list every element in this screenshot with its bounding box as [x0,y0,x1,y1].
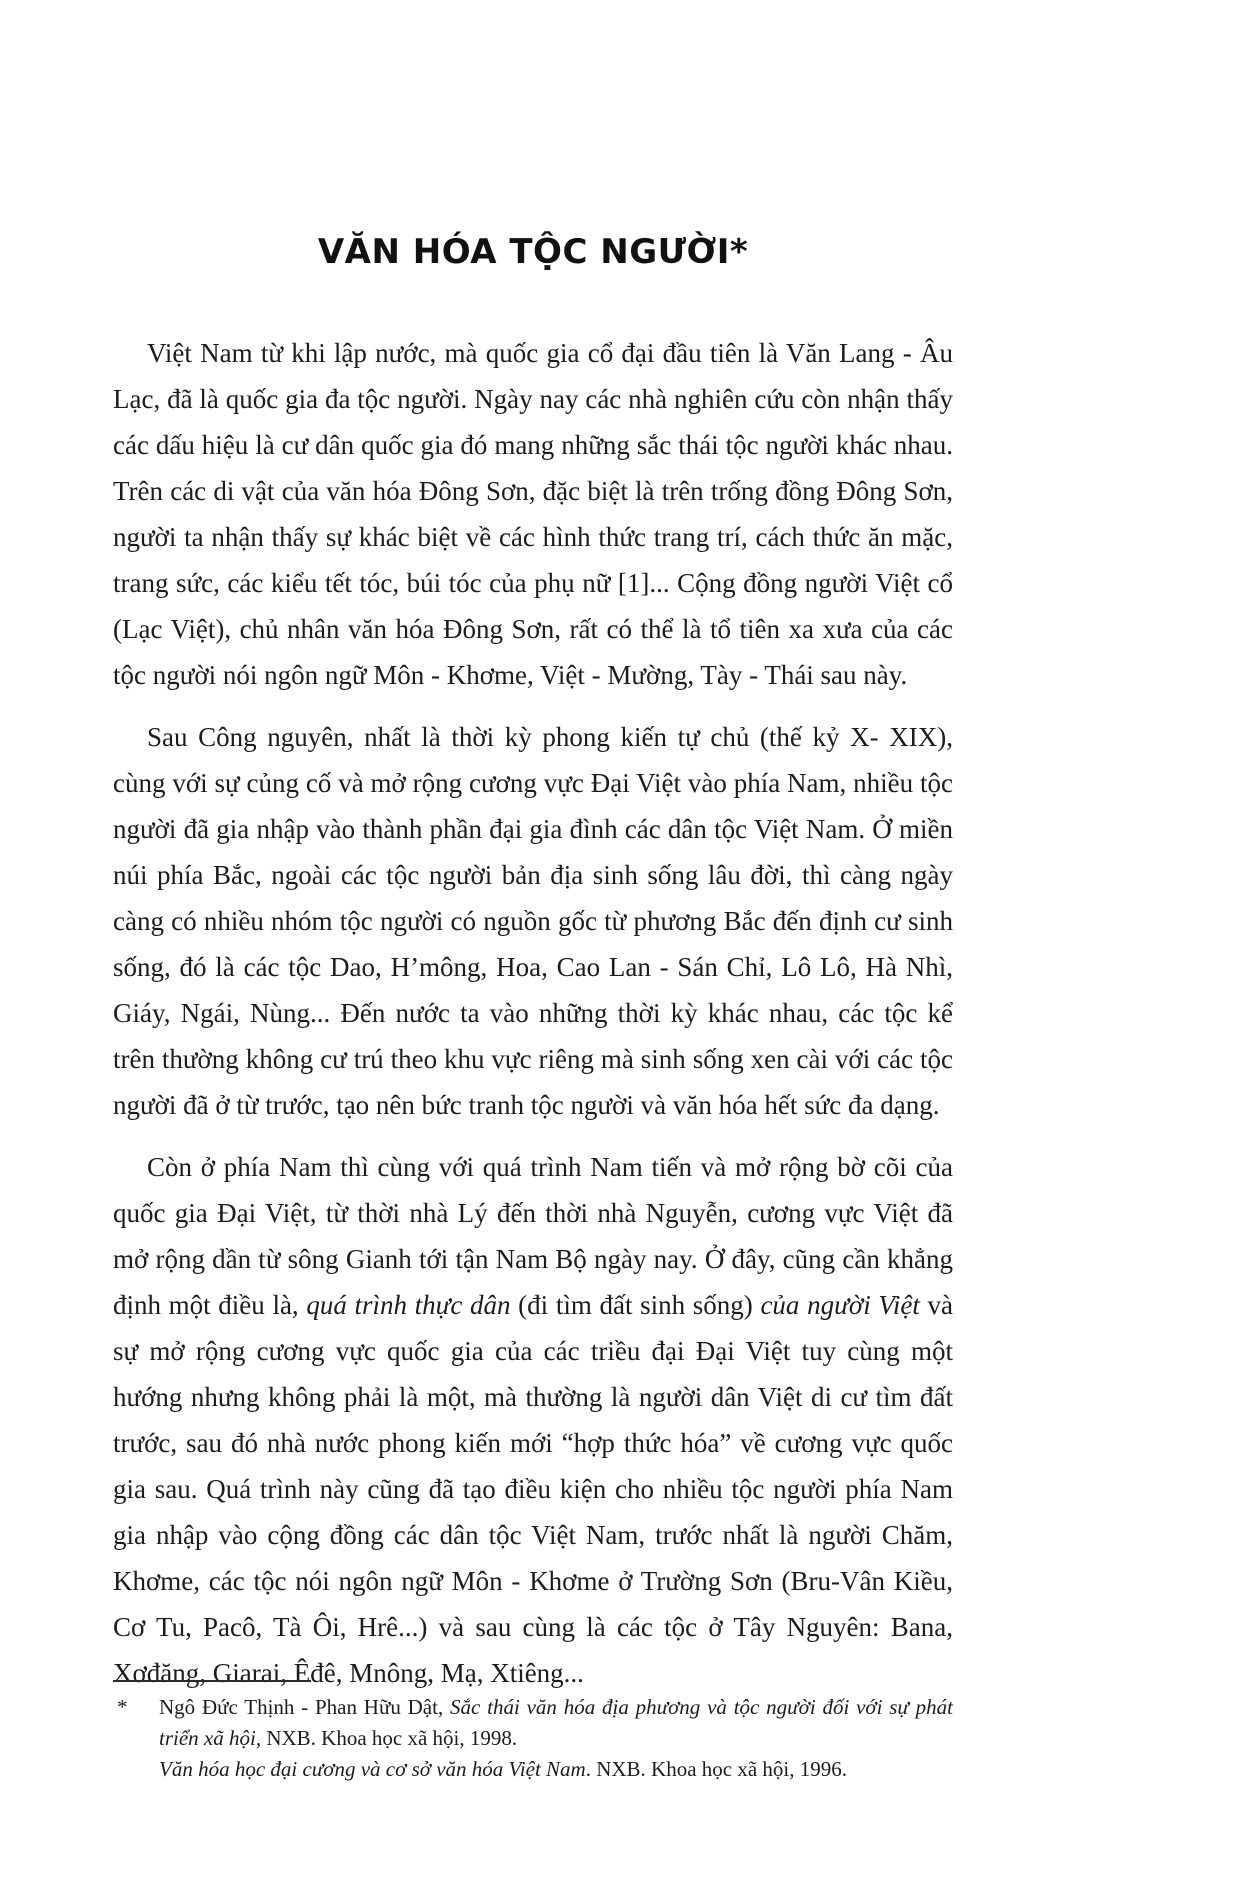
text-segment: Văn hóa học đại cương và cơ sở văn hóa Việt Nam [159,1757,586,1781]
text-segment: Ngô Đức Thịnh - Phan Hữu Dật, [159,1695,451,1719]
text-segment: của người Việt [760,1290,920,1320]
text-segment: Sau Công nguyên, nhất là thời kỳ phong kiến tự chủ (thế kỷ X- XIX), cùng với sự củng cố và mở rộng cương vực Đại Việt vào phía Nam, nhiều tộc người đã gia nhập vào thành phần đại gia đình các dân tộc Việt Nam. Ở miền núi phía Bắc, ngoài các tộc người bản địa sinh sống lâu đời, thì càng ngày càng có nhiều nhóm tộc người có nguồn gốc từ phương Bắc đến định cư sinh sống, đó là các tộc Dao, H’mông, Hoa, Cao Lan - Sán Chỉ, Lô Lô, Hà Nhì, Giáy, Ngái, Nùng... Đến nước ta vào những thời kỳ khác nhau, các tộc kể trên thường không cư trú theo khu vực riêng mà sinh sống xen cài với các tộc người đã ở từ trước, tạo nên bức tranh tộc người và văn hóa hết sức đa dạng. [113,722,953,1120]
footnote-text [159,1695,953,1750]
paragraph [113,1144,953,1696]
document-body [113,330,953,1696]
footnote-marker: * [117,1695,128,1719]
footnote-entry [113,1754,953,1785]
page-title: VĂN HÓA TỘC NGƯỜI* [317,232,749,272]
text-segment: Còn ở phía Nam thì cùng với quá trình Nam tiến và mở rộng bờ cõi của quốc gia Đại Việt, từ thời nhà Lý đến thời nhà Nguyễn, cương vực Việt đã mở rộng dần từ sông Gianh tới tận Nam Bộ ngày nay. Ở đây, cũng cần khẳng định một điều là, [113,1152,953,1320]
text-segment: NXB. Khoa học xã hội, 1998. [261,1726,518,1750]
paragraph [113,714,953,1128]
text-segment: . NXB. Khoa học xã hội, 1996. [585,1757,848,1781]
document-page [113,0,953,1890]
text-segment: (đi tìm đất sinh sống) [510,1290,761,1320]
text-segment: quá trình thực dân [306,1290,511,1320]
footnote-entry [113,1692,953,1754]
text-segment: Sắc thái văn hóa địa phương và tộc người đối với sự phát triển xã hội, [159,1695,954,1750]
footnote-divider [113,1680,311,1682]
footnote-text [159,1757,847,1781]
text-segment: và sự mở rộng cương vực quốc gia của các triều đại Đại Việt tuy cùng một hướng nhưng không phải là một, mà thường là người dân Việt di cư tìm đất trước, sau đó nhà nước phong kiến mới “hợp thức hóa” về cương vực quốc gia sau. Quá trình này cũng đã tạo điều kiện cho nhiều tộc người phía Nam gia nhập vào cộng đồng các dân tộc Việt Nam, trước nhất là người Chăm, Khơme, các tộc nói ngôn ngữ Môn - Khơme ở Trường Sơn (Bru-Vân Kiều, Cơ Tu, Pacô, Tà Ôi, Hrê...) và sau cùng là các tộc ở Tây Nguyên: Bana, Xơđăng, Giarai, Êđê, Mnông, Mạ, Xtiêng... [113,1290,953,1688]
text-segment: Việt Nam từ khi lập nước, mà quốc gia cổ đại đầu tiên là Văn Lang - Âu Lạc, đã là quốc gia đa tộc người. Ngày nay các nhà nghiên cứu còn nhận thấy các dấu hiệu là cư dân quốc gia đó mang những sắc thái tộc người khác nhau. Trên các di vật của văn hóa Đông Sơn, đặc biệt là trên trống đồng Đông Sơn, người ta nhận thấy sự khác biệt về các hình thức trang trí, cách thức ăn mặc, trang sức, các kiểu tết tóc, búi tóc của phụ nữ [1]... Cộng đồng người Việt cổ (Lạc Việt), chủ nhân văn hóa Đông Sơn, rất có thể là tổ tiên xa xưa của các tộc người nói ngôn ngữ Môn - Khơme, Việt - Mường, Tày - Thái sau này. [113,338,953,690]
paragraph [113,330,953,698]
footnote-area [113,1680,953,1785]
